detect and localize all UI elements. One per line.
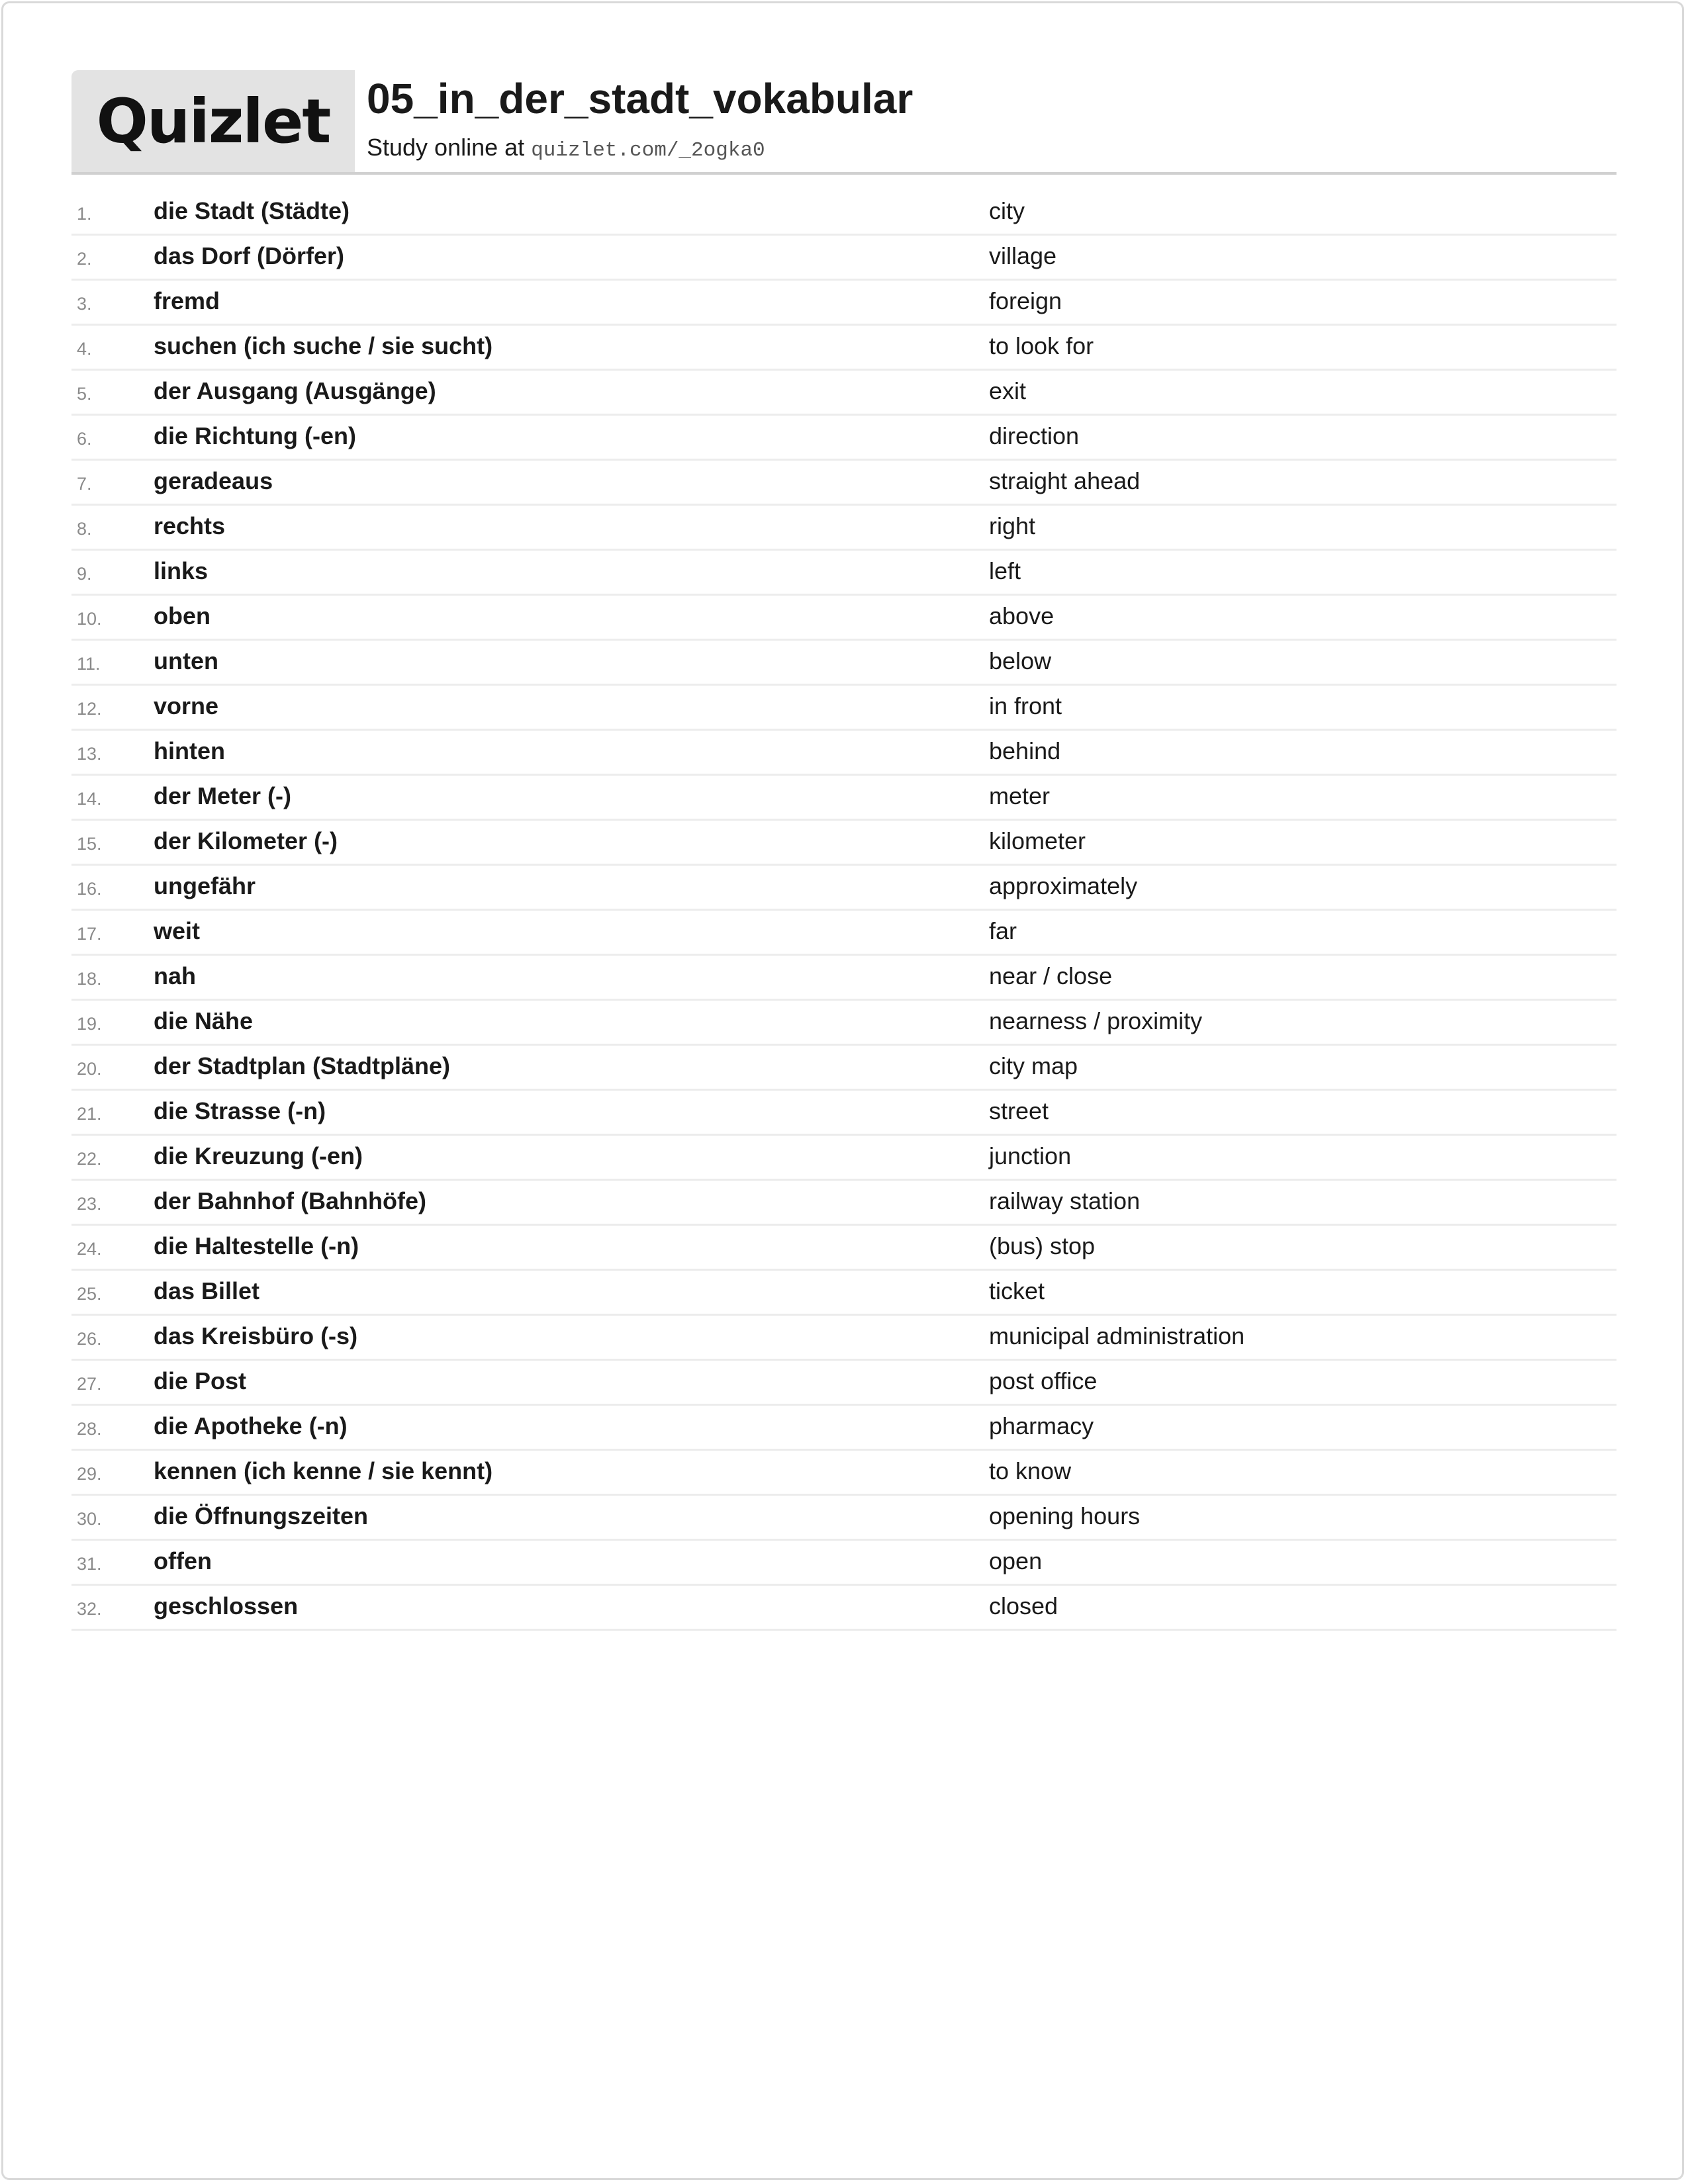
term-row [71,1001,1617,1046]
term-number: 15. [77,834,102,854]
term-definition: nearness / proximity [989,1007,1203,1034]
term-word: die Strasse (-n) [154,1097,326,1124]
term-list [71,191,1617,1631]
term-definition: (bus) stop [989,1232,1096,1259]
term-word: geradeaus [154,467,273,494]
term-definition: behind [989,737,1061,764]
term-word: die Richtung (-en) [154,422,356,449]
term-row [71,1271,1617,1316]
quizlet-logo[interactable] [71,70,355,173]
term-row [71,551,1617,596]
term-row [71,956,1617,1001]
term-word: die Post [154,1367,247,1394]
study-online-label: Study online at [367,134,525,161]
term-word: suchen (ich suche / sie sucht) [154,332,493,359]
term-word: die Öffnungszeiten [154,1502,368,1529]
term-definition: to know [989,1457,1072,1484]
term-number: 4. [77,339,92,359]
term-word: die Nähe [154,1007,254,1034]
term-row [71,686,1617,731]
term-word: weit [154,917,201,944]
term-number: 27. [77,1374,102,1394]
header-divider [71,172,1617,175]
term-definition: left [989,557,1021,584]
term-definition: junction [989,1142,1072,1169]
term-row [71,911,1617,956]
term-row [71,281,1617,326]
term-number: 12. [77,699,102,719]
term-number: 26. [77,1329,102,1349]
term-definition: post office [989,1367,1098,1394]
term-row [71,596,1617,641]
term-word: unten [154,647,218,674]
term-number: 23. [77,1194,102,1214]
term-number: 2. [77,249,92,269]
term-definition: to look for [989,332,1094,359]
term-definition: meter [989,782,1051,809]
term-word: rechts [154,512,226,539]
term-row [71,1496,1617,1541]
term-word: oben [154,602,211,629]
term-row [71,416,1617,461]
term-definition: exit [989,377,1027,404]
term-row [71,821,1617,866]
term-row [71,506,1617,551]
term-row [71,1136,1617,1181]
term-row [71,1406,1617,1451]
term-number: 28. [77,1419,102,1439]
term-word: offen [154,1547,212,1574]
term-definition: city [989,197,1025,224]
term-row [71,1451,1617,1496]
term-row [71,641,1617,686]
term-number: 20. [77,1059,102,1079]
term-word: links [154,557,209,584]
term-row [71,1181,1617,1226]
term-number: 32. [77,1599,102,1619]
term-row [71,1361,1617,1406]
term-row [71,1541,1617,1586]
term-definition: municipal administration [989,1322,1245,1349]
term-number: 24. [77,1239,102,1259]
term-word: geschlossen [154,1592,299,1619]
term-word: kennen (ich kenne / sie kennt) [154,1457,493,1484]
term-word: die Kreuzung (-en) [154,1142,363,1169]
term-number: 7. [77,474,92,494]
term-number: 31. [77,1554,102,1574]
term-definition: opening hours [989,1502,1141,1529]
term-definition: railway station [989,1187,1141,1214]
term-definition: below [989,647,1052,674]
term-number: 9. [77,564,92,584]
term-word: nah [154,962,197,989]
term-word: hinten [154,737,225,764]
logo-text: Quizlet [96,86,330,157]
term-word: die Stadt (Städte) [154,197,350,224]
term-number: 1. [77,204,92,224]
term-word: vorne [154,692,219,719]
term-row [71,1226,1617,1271]
term-row [71,461,1617,506]
term-definition: kilometer [989,827,1086,854]
term-row [71,236,1617,281]
term-row [71,1316,1617,1361]
term-definition: street [989,1097,1049,1124]
term-number: 13. [77,744,102,764]
study-url-link[interactable]: quizlet.com/_2ogka0 [531,139,765,162]
term-definition: above [989,602,1055,629]
term-number: 29. [77,1464,102,1484]
term-number: 25. [77,1284,102,1304]
term-number: 16. [77,879,102,899]
term-row [71,776,1617,821]
term-definition: approximately [989,872,1138,899]
term-definition: city map [989,1052,1078,1079]
term-number: 5. [77,384,92,404]
term-definition: far [989,917,1017,944]
term-word: der Meter (-) [154,782,292,809]
term-number: 14. [77,789,102,809]
term-row [71,1091,1617,1136]
term-word: fremd [154,287,220,314]
term-definition: pharmacy [989,1412,1094,1439]
term-number: 6. [77,429,92,449]
term-definition: direction [989,422,1080,449]
term-row [71,1046,1617,1091]
term-number: 22. [77,1149,102,1169]
term-word: die Haltestelle (-n) [154,1232,359,1259]
term-row [71,191,1617,236]
term-number: 17. [77,924,102,944]
term-word: ungefähr [154,872,256,899]
term-word: das Billet [154,1277,260,1304]
term-number: 30. [77,1509,102,1529]
header [71,70,1617,173]
term-definition: in front [989,692,1062,719]
term-row [71,371,1617,416]
term-row [71,866,1617,911]
term-definition: village [989,242,1057,269]
term-definition: near / close [989,962,1113,989]
term-number: 19. [77,1014,102,1034]
term-number: 8. [77,519,92,539]
term-number: 3. [77,294,92,314]
term-word: der Stadtplan (Stadtpläne) [154,1052,451,1079]
term-definition: open [989,1547,1043,1574]
term-word: der Kilometer (-) [154,827,338,854]
term-number: 11. [77,654,101,674]
term-definition: closed [989,1592,1058,1619]
term-definition: right [989,512,1036,539]
term-definition: ticket [989,1277,1045,1304]
term-definition: straight ahead [989,467,1141,494]
term-row [71,326,1617,371]
term-number: 10. [77,609,102,629]
term-word: das Dorf (Dörfer) [154,242,345,269]
term-word: der Ausgang (Ausgänge) [154,377,436,404]
term-row [71,731,1617,776]
study-online-line [367,134,765,162]
term-word: der Bahnhof (Bahnhöfe) [154,1187,426,1214]
term-number: 18. [77,969,102,989]
term-row [71,1586,1617,1631]
term-definition: foreign [989,287,1062,314]
term-word: das Kreisbüro (-s) [154,1322,358,1349]
term-word: die Apotheke (-n) [154,1412,348,1439]
set-title: 05_in_der_stadt_vokabular [367,75,914,122]
term-number: 21. [77,1104,102,1124]
